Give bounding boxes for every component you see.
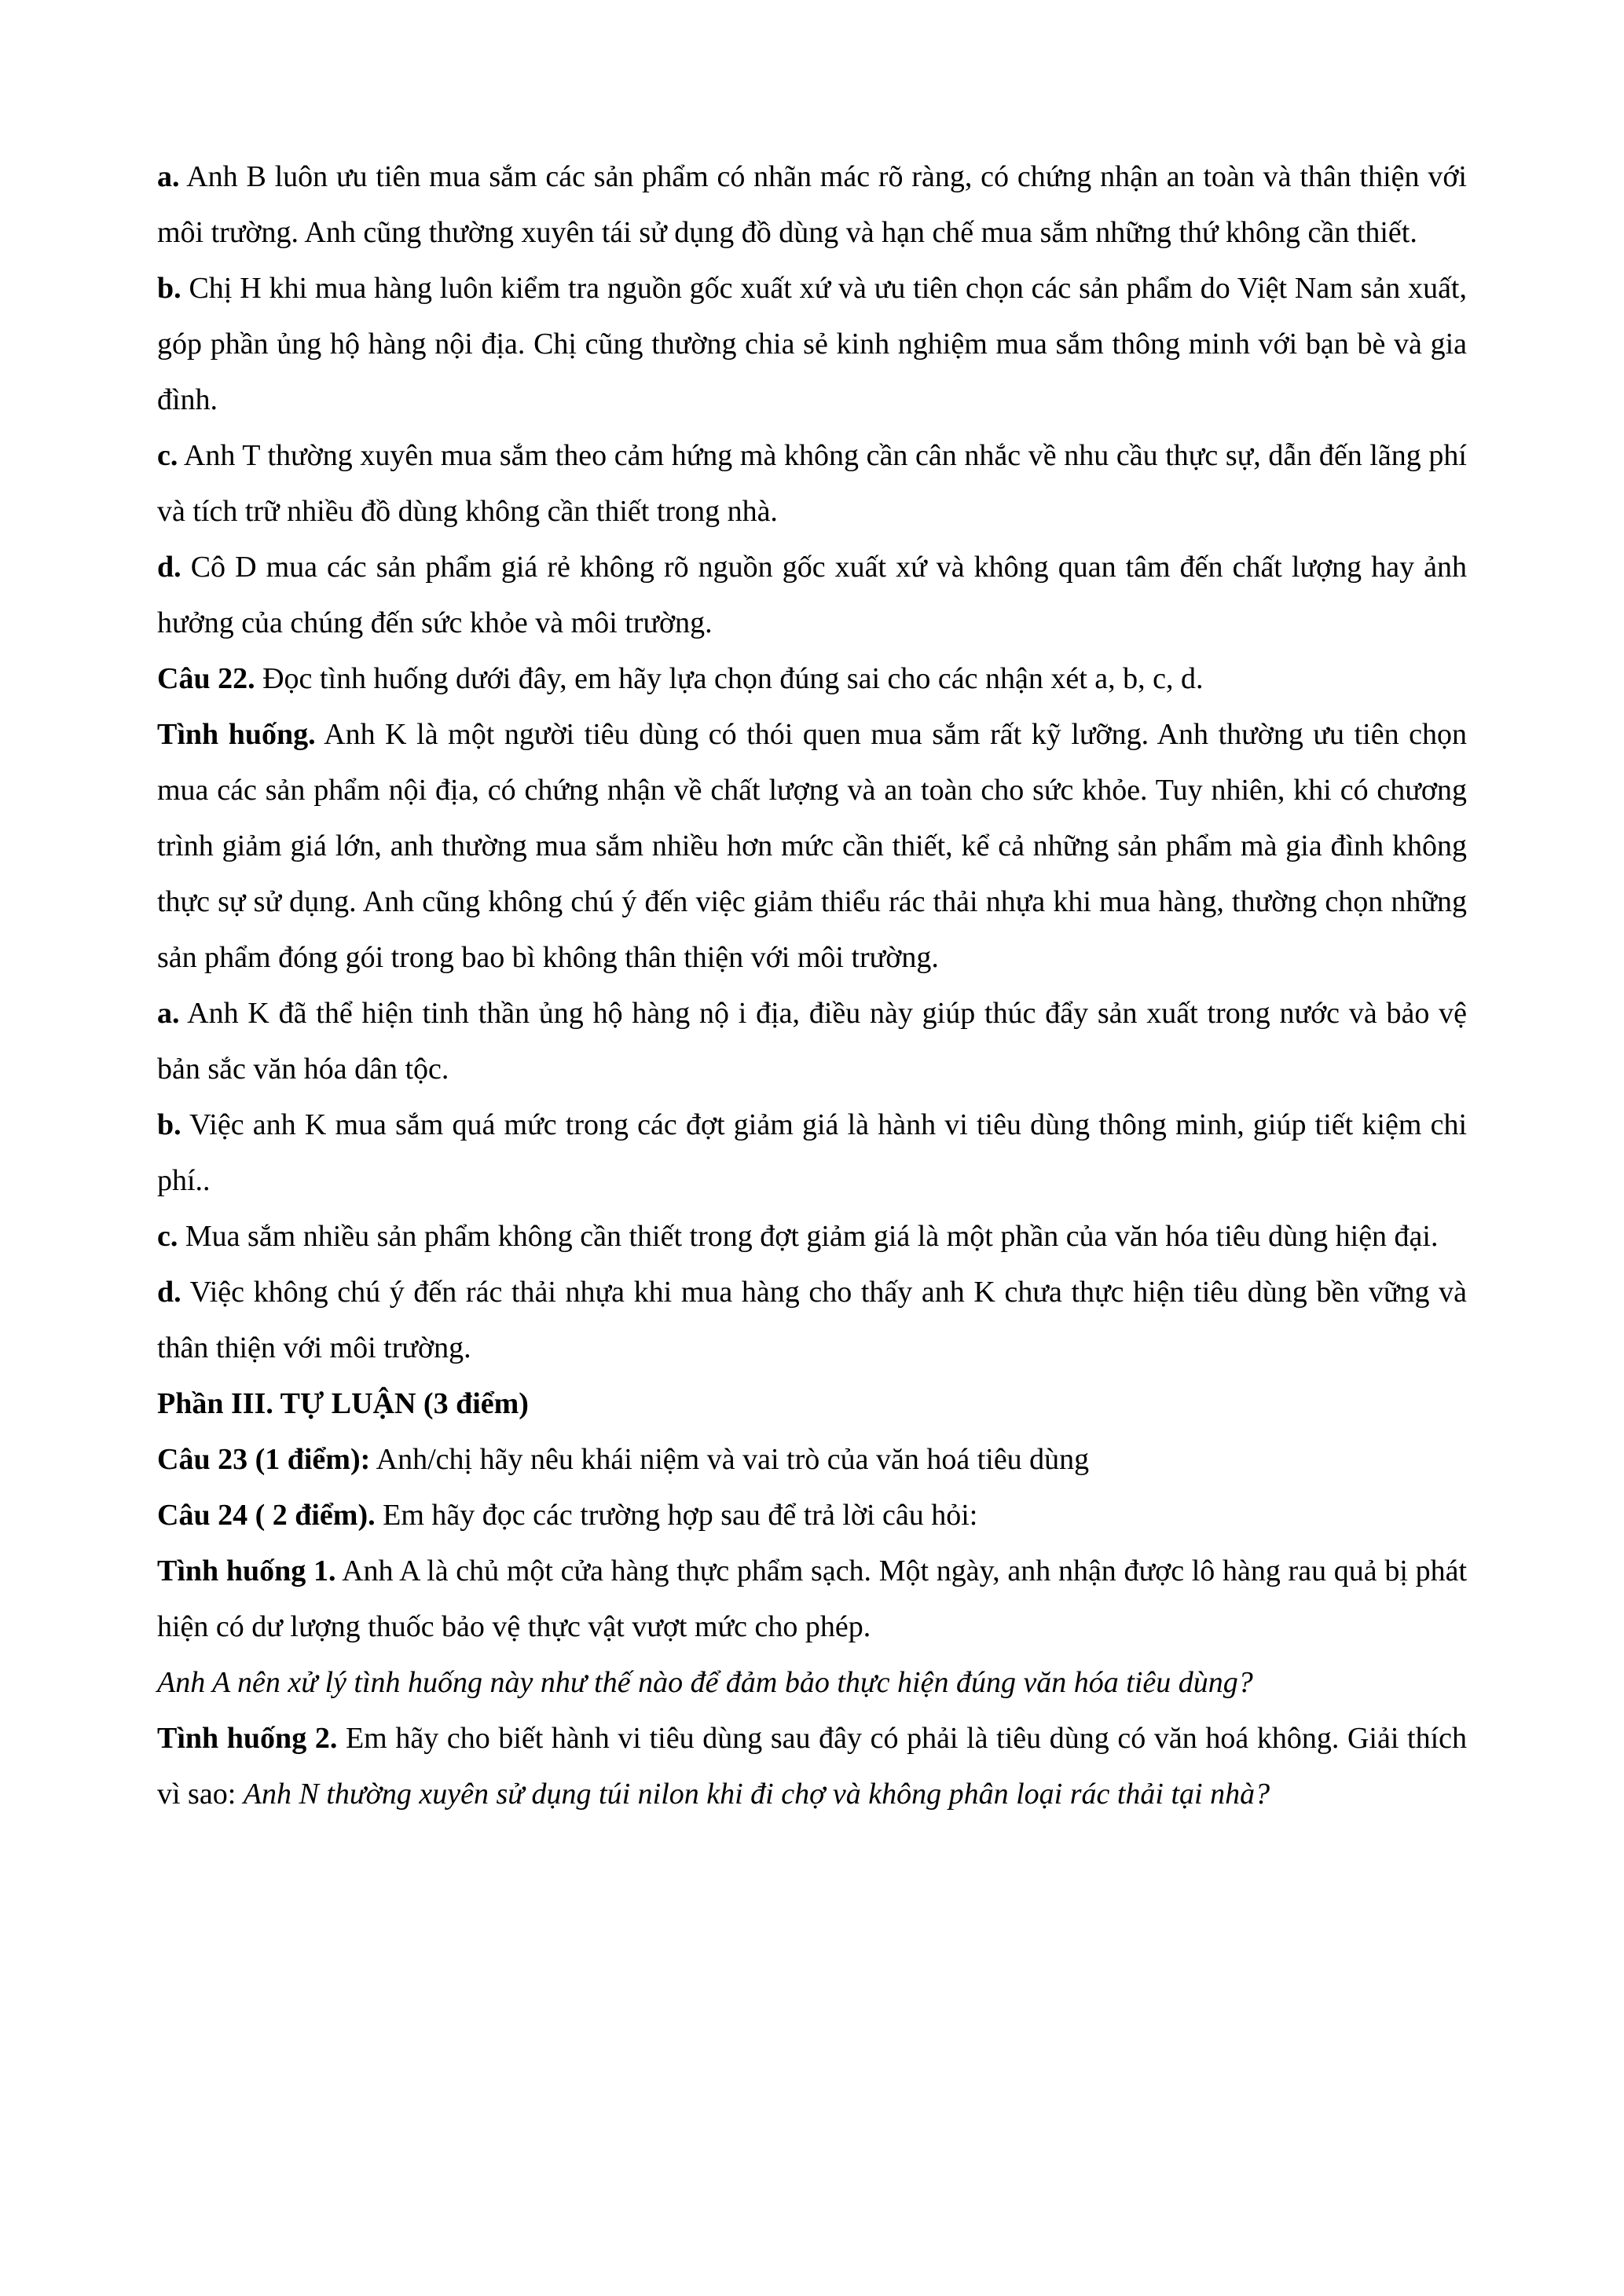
statement-label: d. [157,1276,181,1309]
situation-text: Em hãy cho biết hành vi tiêu dùng sau đây có phải là tiêu dùng có văn hoá không. Giải thích vì sao: [157,1722,1468,1811]
statement-c-paragraph [157,1209,1467,1265]
statement-b-paragraph [157,1097,1467,1209]
option-b-paragraph [157,261,1467,428]
statement-a-paragraph [157,986,1467,1097]
statement-label: c. [157,1220,178,1253]
option-d-paragraph [157,540,1467,651]
question-label: Câu 23 (1 điểm): [157,1443,371,1476]
situation-2 [157,1711,1467,1822]
question-23 [157,1432,1467,1488]
statement-text: Anh K đã thể hiện tinh thần ủng hộ hàng nộ i địa, điều này giúp thúc đẩy sản xuất trong nước và bảo vệ bản sắc văn hóa dân tộc. [157,997,1467,1086]
situation-label: Tình huống 1. [157,1554,336,1587]
option-text: Anh T thường xuyên mua sắm theo cảm hứng mà không cần cân nhắc về nhu cầu thực sự, dẫn đến lãng phí và tích trữ nhiều đồ dùng không cần thiết trong nhà. [157,439,1467,528]
option-text: Chị H khi mua hàng luôn kiểm tra nguồn gốc xuất xứ và ưu tiên chọn các sản phẩm do Việt Nam sản xuất, góp phần ủng hộ hàng nội địa. Chị cũng thường chia sẻ kinh nghiệm mua sắm thông minh với bạn bè và gia đình. [157,272,1467,416]
situation-question-text: Anh N thường xuyên sử dụng túi nilon khi đi chợ và không phân loại rác thải tại nhà? [243,1778,1270,1811]
situation-1 [157,1543,1467,1655]
option-label: c. [157,439,178,472]
option-c-paragraph [157,428,1467,540]
option-label: b. [157,272,181,305]
question-text: Đọc tình huống dưới đây, em hãy lựa chọn đúng sai cho các nhận xét a, b, c, d. [255,662,1204,695]
part-3-heading: Phần III. TỰ LUẬN (3 điểm) [157,1387,529,1420]
document-page [157,149,1467,1822]
situation-question-text: Anh A nên xử lý tình huống này như thế nào để đảm bảo thực hiện đúng văn hóa tiêu dùng? [157,1666,1253,1699]
option-text: Anh B luôn ưu tiên mua sắm các sản phẩm có nhãn mác rõ ràng, có chứng nhận an toàn và thân thiện với môi trường. Anh cũng thường xuyên tái sử dụng đồ dùng và hạn chế mua sắm những thứ không cần thiết. [157,160,1467,249]
statement-text: Việc không chú ý đến rác thải nhựa khi mua hàng cho thấy anh K chưa thực hiện tiêu dùng bền vững và thân thiện với môi trường. [157,1276,1467,1364]
option-label: d. [157,551,181,584]
option-label: a. [157,160,180,193]
situation-label: Tình huống 2. [157,1722,338,1755]
question-24 [157,1488,1467,1543]
option-text: Cô D mua các sản phẩm giá rẻ không rõ nguồn gốc xuất xứ và không quan tâm đến chất lượng hay ảnh hưởng của chúng đến sức khỏe và môi trường. [157,551,1467,639]
statement-text: Việc anh K mua sắm quá mức trong các đợt giảm giá là hành vi tiêu dùng thông minh, giúp tiết kiệm chi phí.. [157,1108,1467,1197]
situation-label: Tình huống. [157,718,316,751]
situation-text: Anh K là một người tiêu dùng có thói quen mua sắm rất kỹ lưỡng. Anh thường ưu tiên chọn mua các sản phẩm nội địa, có chứng nhận về chất lượng và an toàn cho sức khỏe. Tuy nhiên, khi có chương trình giảm giá lớn, anh thường mua sắm nhiều hơn mức cần thiết, kể cả những sản phẩm mà gia đình không thực sự sử dụng. Anh cũng không chú ý đến việc giảm thiểu rác thải nhựa khi mua hàng, thường chọn những sản phẩm đóng gói trong bao bì không thân thiện với môi trường. [157,718,1468,974]
statement-text: Mua sắm nhiều sản phẩm không cần thiết trong đợt giảm giá là một phần của văn hóa tiêu dùng hiện đại. [178,1220,1439,1253]
situation-1-question [157,1655,1467,1711]
statement-d-paragraph [157,1265,1467,1376]
question-22-situation [157,707,1467,986]
question-label: Câu 22. [157,662,255,695]
option-a-paragraph [157,149,1467,261]
question-label: Câu 24 ( 2 điểm). [157,1499,376,1532]
statement-label: a. [157,997,180,1030]
question-text: Anh/chị hãy nêu khái niệm và vai trò của văn hoá tiêu dùng [370,1443,1090,1476]
question-text: Em hãy đọc các trường hợp sau để trả lời câu hỏi: [375,1499,978,1532]
question-22 [157,651,1467,707]
situation-text: Anh A là chủ một cửa hàng thực phẩm sạch. Một ngày, anh nhận được lô hàng rau quả bị phát hiện có dư lượng thuốc bảo vệ thực vật vượt mức cho phép. [157,1554,1468,1643]
statement-label: b. [157,1108,181,1141]
